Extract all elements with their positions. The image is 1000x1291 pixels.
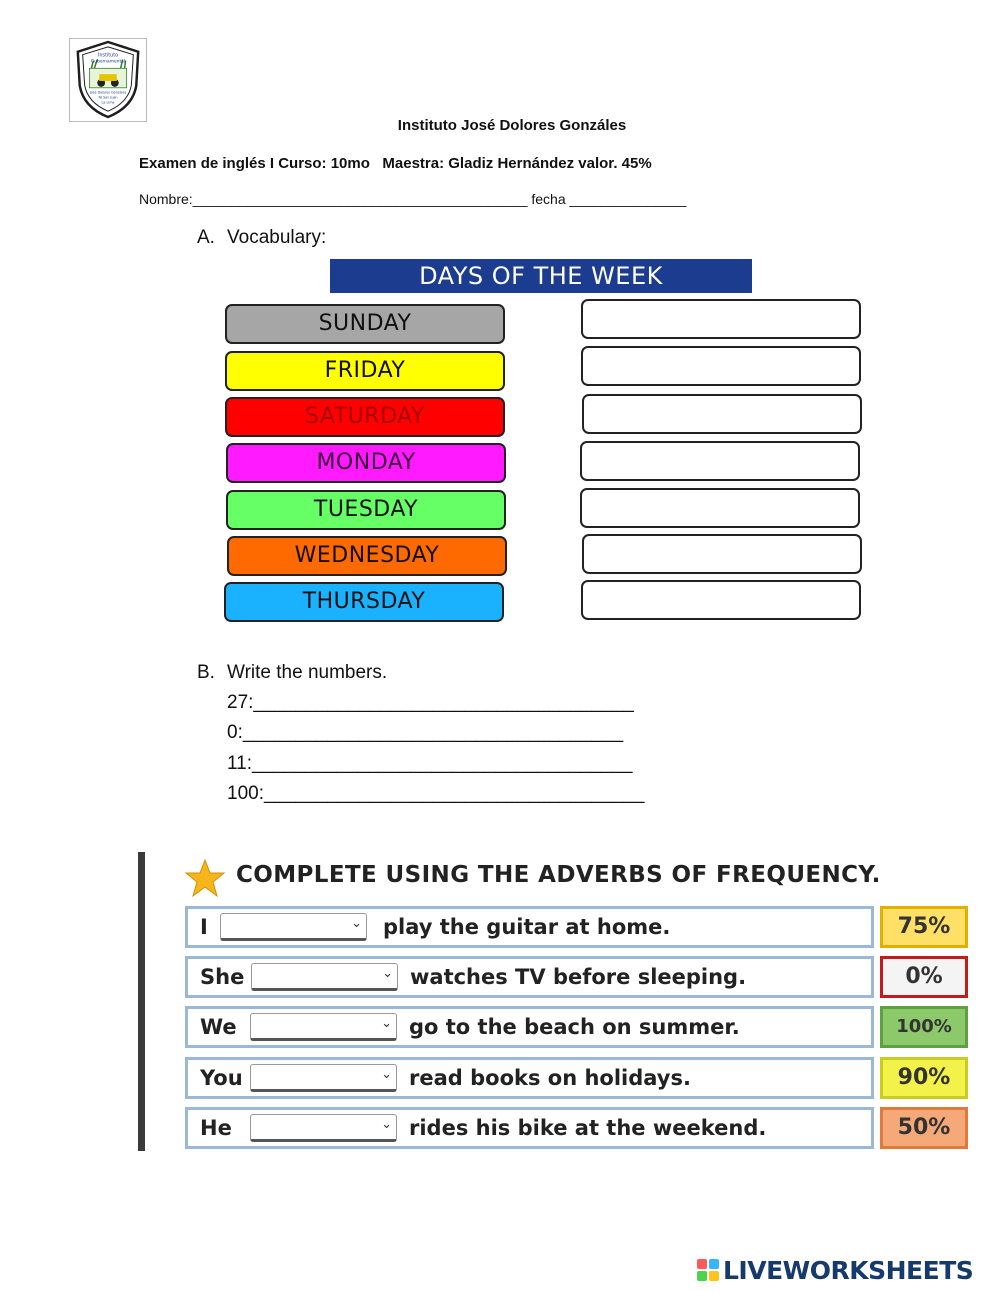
- day-pill: FRIDAY: [225, 351, 505, 391]
- day-pill: WEDNESDAY: [227, 536, 507, 576]
- sentence-subject: We: [200, 1015, 237, 1039]
- sentence-text: play the guitar at home.: [383, 915, 671, 939]
- section-b-letter: B.: [197, 662, 215, 683]
- brand-squares-icon: [697, 1259, 719, 1281]
- sentence-subject: He: [200, 1116, 232, 1140]
- svg-text:Gubernamental: Gubernamental: [90, 59, 126, 65]
- section-b-heading: [197, 662, 387, 684]
- day-pill: SUNDAY: [225, 304, 505, 344]
- sentence-subject: I: [200, 915, 208, 939]
- svg-text:Instituto: Instituto: [97, 52, 119, 59]
- section-a-title: Vocabulary:: [227, 227, 327, 248]
- section-b-title: Write the numbers.: [227, 662, 388, 683]
- sentence-text: read books on holidays.: [409, 1066, 691, 1090]
- name-date-field[interactable]: Nombre:___________________________________________ fecha _______________: [139, 191, 687, 207]
- sentence-subject: She: [200, 965, 245, 989]
- sentence-text: rides his bike at the weekend.: [409, 1116, 767, 1140]
- exam-info: Examen de inglés I Curso: 10mo Maestra: Gladiz Hernández valor. 45%: [139, 155, 652, 172]
- adverb-dropdown[interactable]: [220, 913, 367, 941]
- sentence-text: watches TV before sleeping.: [410, 965, 747, 989]
- day-pill: MONDAY: [226, 443, 506, 483]
- sentence-subject: You: [200, 1066, 243, 1090]
- percent-badge: 100%: [880, 1006, 968, 1048]
- star-icon: [184, 858, 226, 898]
- answer-box[interactable]: [581, 346, 861, 386]
- svg-text:N/ San Juan: N/ San Juan: [98, 95, 118, 100]
- percent-badge: 50%: [880, 1107, 968, 1149]
- school-name: Instituto José Dolores Gonzáles: [397, 117, 627, 134]
- percent-badge: 0%: [880, 956, 968, 998]
- number-line[interactable]: 27:____________________________________: [227, 692, 634, 713]
- chevron-down-icon: ⌄: [351, 916, 362, 931]
- sentence-row: [185, 1006, 874, 1048]
- adverb-dropdown[interactable]: [250, 1114, 397, 1142]
- sentence-row: [185, 906, 874, 948]
- day-pill: SATURDAY: [225, 397, 505, 437]
- frequency-title: COMPLETE USING THE ADVERBS OF FREQUENCY.: [236, 862, 881, 888]
- adverb-dropdown[interactable]: [250, 1064, 397, 1092]
- number-line[interactable]: 0:____________________________________: [227, 722, 624, 743]
- answer-box[interactable]: [581, 299, 861, 339]
- sentence-text: go to the beach on summer.: [409, 1015, 740, 1039]
- day-pill: TUESDAY: [226, 490, 506, 530]
- section-a-letter: A.: [197, 227, 215, 248]
- sentence-row: [185, 1107, 874, 1149]
- adverb-dropdown[interactable]: [251, 963, 398, 991]
- number-line[interactable]: 11:____________________________________: [227, 753, 633, 774]
- brand-name: LIVEWORKSHEETS: [723, 1255, 974, 1285]
- answer-box[interactable]: [581, 580, 861, 620]
- liveworksheets-logo[interactable]: [697, 1255, 973, 1285]
- adverb-dropdown[interactable]: [250, 1013, 397, 1041]
- svg-text:José Dolores Gonzáles: José Dolores Gonzáles: [89, 90, 127, 95]
- percent-badge: 75%: [880, 906, 968, 948]
- chevron-down-icon: ⌄: [381, 1117, 392, 1132]
- answer-box[interactable]: [582, 394, 862, 434]
- section-a-heading: [197, 227, 326, 249]
- chevron-down-icon: ⌄: [381, 1067, 392, 1082]
- answer-box[interactable]: [582, 534, 862, 574]
- school-crest-icon: [69, 38, 147, 122]
- section-divider: [138, 852, 145, 1151]
- sentence-row: [185, 1057, 874, 1099]
- chevron-down-icon: ⌄: [382, 966, 393, 981]
- percent-badge: 90%: [880, 1057, 968, 1099]
- answer-box[interactable]: [580, 441, 860, 481]
- answer-box[interactable]: [580, 488, 860, 528]
- sentence-row: [185, 956, 874, 998]
- days-banner: DAYS OF THE WEEK: [330, 259, 752, 293]
- day-pill: THURSDAY: [224, 582, 504, 622]
- number-line[interactable]: 100:____________________________________: [227, 783, 645, 804]
- chevron-down-icon: ⌄: [381, 1016, 392, 1031]
- svg-text:La Lima: La Lima: [101, 100, 115, 105]
